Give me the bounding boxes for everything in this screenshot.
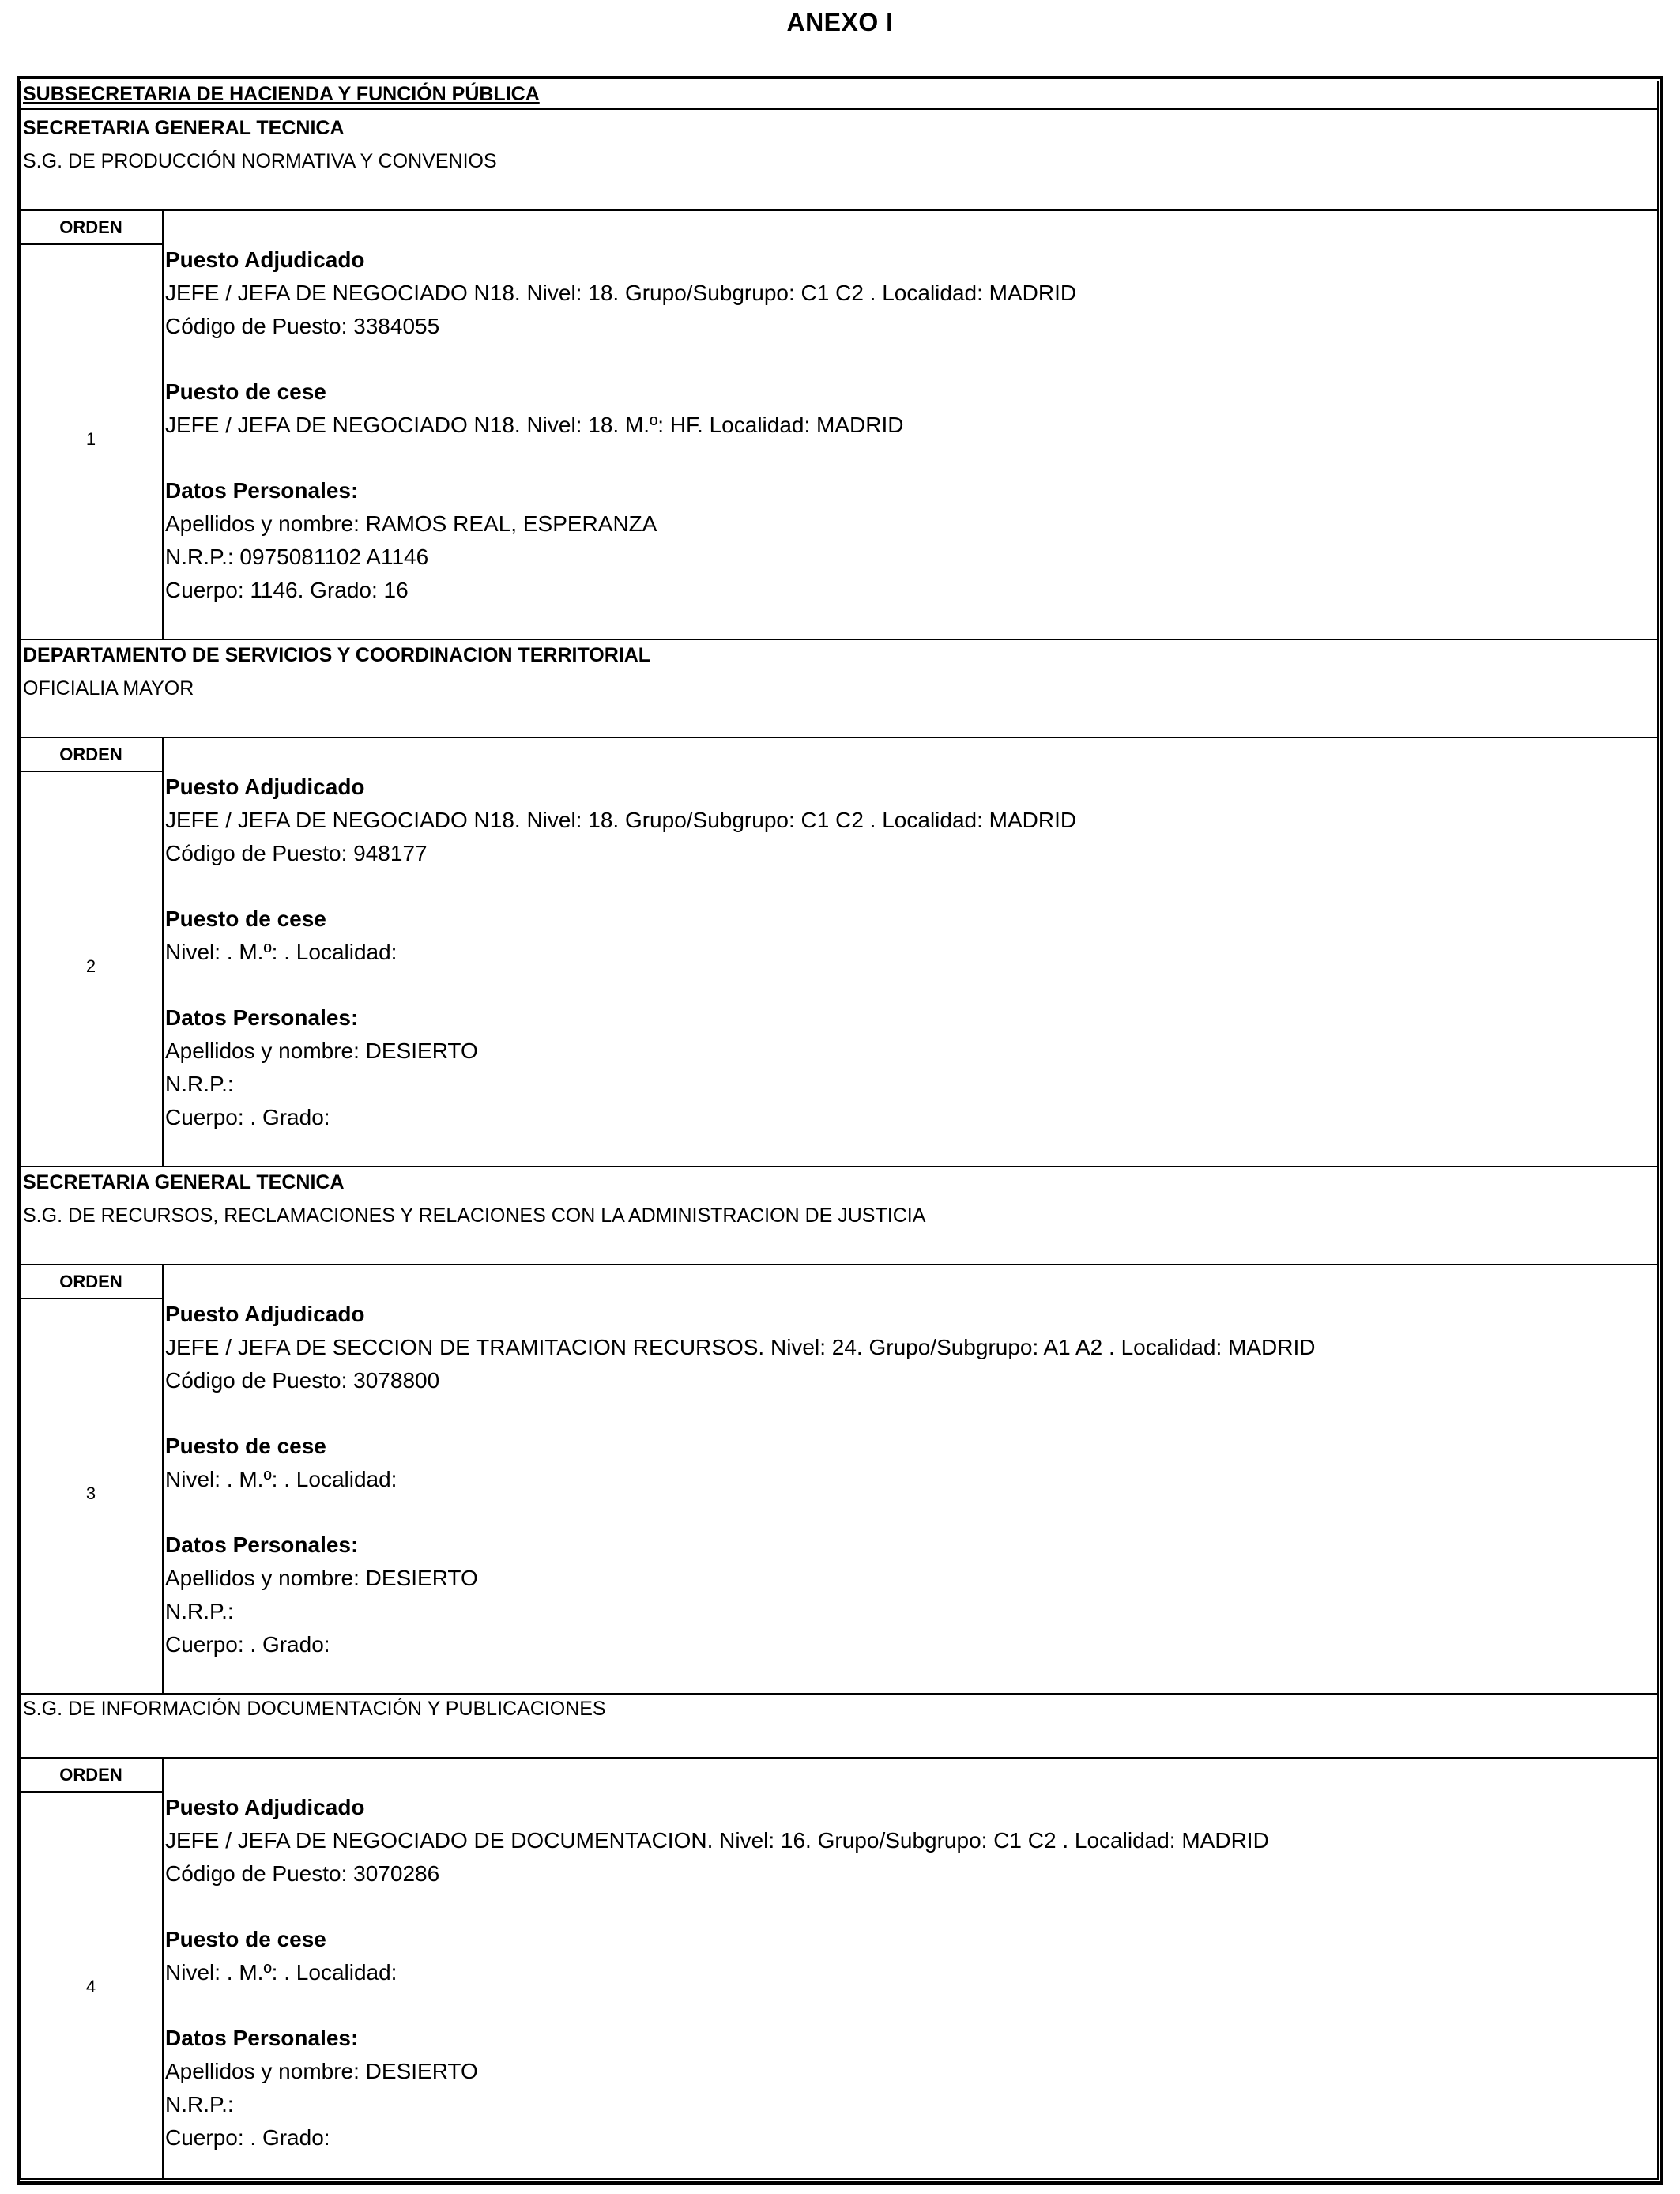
puesto-adjudicado-label: Puesto Adjudicado	[165, 1795, 365, 1819]
apellidos-nombre: Apellidos y nombre: DESIERTO	[165, 1566, 478, 1590]
puesto-adjudicado-label: Puesto Adjudicado	[165, 247, 365, 272]
divider	[20, 1693, 1659, 1695]
nrp: N.R.P.: 0975081102 A1146	[165, 545, 429, 569]
orden-number: 4	[85, 1977, 96, 1996]
divider	[20, 639, 1659, 640]
orden-header: ORDEN	[59, 745, 122, 764]
subunit-heading: S.G. DE PRODUCCIÓN NORMATIVA Y CONVENIOS	[23, 150, 497, 172]
orden-number: 3	[85, 1483, 96, 1503]
datos-personales-label: Datos Personales:	[165, 2026, 359, 2050]
divider	[20, 243, 162, 245]
divider	[20, 737, 1659, 738]
puesto-adjudicado-label: Puesto Adjudicado	[165, 1302, 365, 1326]
datos-personales-label: Datos Personales:	[165, 1532, 359, 1557]
cuerpo-grado: Cuerpo: . Grado:	[165, 1105, 330, 1129]
puesto-adjudicado-value: JEFE / JEFA DE SECCION DE TRAMITACION RECURSOS. Nivel: 24. Grupo/Subgrupo: A1 A2 . Localidad: MADRID	[165, 1335, 1316, 1359]
datos-personales-label: Datos Personales:	[165, 1005, 359, 1030]
orden-header: ORDEN	[59, 1272, 122, 1291]
puesto-cese-value: Nivel: . M.º: . Localidad:	[165, 1960, 397, 1985]
codigo-puesto: Código de Puesto: 3384055	[165, 314, 440, 338]
puesto-cese-label: Puesto de cese	[165, 1927, 326, 1951]
puesto-cese-value: Nivel: . M.º: . Localidad:	[165, 940, 397, 964]
divider	[20, 1298, 162, 1299]
orden-number: 2	[85, 956, 96, 976]
column-divider	[162, 1264, 164, 1693]
ministry-header: SUBSECRETARIA DE HACIENDA Y FUNCIÓN PÚBLICA	[23, 83, 540, 105]
unit-heading: SECRETARIA GENERAL TECNICA	[23, 1171, 345, 1193]
nrp: N.R.P.:	[165, 2092, 234, 2117]
divider	[20, 108, 1659, 110]
apellidos-nombre: Apellidos y nombre: RAMOS REAL, ESPERANZA	[165, 511, 657, 536]
puesto-cese-label: Puesto de cese	[165, 1434, 326, 1458]
orden-header: ORDEN	[59, 217, 122, 237]
apellidos-nombre: Apellidos y nombre: DESIERTO	[165, 1039, 478, 1063]
subunit-heading: S.G. DE INFORMACIÓN DOCUMENTACIÓN Y PUBLICACIONES	[23, 1698, 606, 1720]
orden-number: 1	[85, 429, 96, 449]
unit-heading: DEPARTAMENTO DE SERVICIOS Y COORDINACION TERRITORIAL	[23, 644, 651, 666]
codigo-puesto: Código de Puesto: 3078800	[165, 1368, 440, 1393]
puesto-adjudicado-value: JEFE / JEFA DE NEGOCIADO N18. Nivel: 18. Grupo/Subgrupo: C1 C2 . Localidad: MADRID	[165, 808, 1077, 832]
nrp: N.R.P.:	[165, 1599, 234, 1623]
cuerpo-grado: Cuerpo: 1146. Grado: 16	[165, 578, 409, 602]
divider	[20, 1166, 1659, 1167]
cuerpo-grado: Cuerpo: . Grado:	[165, 1632, 330, 1657]
codigo-puesto: Código de Puesto: 948177	[165, 841, 428, 865]
puesto-cese-value: Nivel: . M.º: . Localidad:	[165, 1467, 397, 1491]
datos-personales-label: Datos Personales:	[165, 478, 359, 503]
puesto-cese-label: Puesto de cese	[165, 907, 326, 931]
column-divider	[162, 209, 164, 639]
unit-heading: SECRETARIA GENERAL TECNICA	[23, 117, 345, 139]
puesto-cese-label: Puesto de cese	[165, 379, 326, 404]
column-divider	[162, 737, 164, 1166]
divider	[20, 1757, 1659, 1759]
subunit-heading: OFICIALIA MAYOR	[23, 677, 194, 699]
divider	[20, 1264, 1659, 1265]
page-title: ANEXO I	[786, 8, 894, 36]
divider	[20, 771, 162, 772]
puesto-adjudicado-label: Puesto Adjudicado	[165, 775, 365, 799]
puesto-adjudicado-value: JEFE / JEFA DE NEGOCIADO DE DOCUMENTACION. Nivel: 16. Grupo/Subgrupo: C1 C2 . Localidad: MADRID	[165, 1828, 1269, 1853]
divider	[20, 209, 1659, 211]
puesto-cese-value: JEFE / JEFA DE NEGOCIADO N18. Nivel: 18. M.º: HF. Localidad: MADRID	[165, 413, 904, 437]
apellidos-nombre: Apellidos y nombre: DESIERTO	[165, 2059, 478, 2083]
orden-header: ORDEN	[59, 1765, 122, 1785]
column-divider	[162, 1757, 164, 2180]
puesto-adjudicado-value: JEFE / JEFA DE NEGOCIADO N18. Nivel: 18. Grupo/Subgrupo: C1 C2 . Localidad: MADRID	[165, 281, 1077, 305]
divider	[20, 1791, 162, 1793]
subunit-heading: S.G. DE RECURSOS, RECLAMACIONES Y RELACIONES CON LA ADMINISTRACION DE JUSTICIA	[23, 1204, 926, 1227]
cuerpo-grado: Cuerpo: . Grado:	[165, 2125, 330, 2150]
nrp: N.R.P.:	[165, 1072, 234, 1096]
codigo-puesto: Código de Puesto: 3070286	[165, 1861, 440, 1886]
